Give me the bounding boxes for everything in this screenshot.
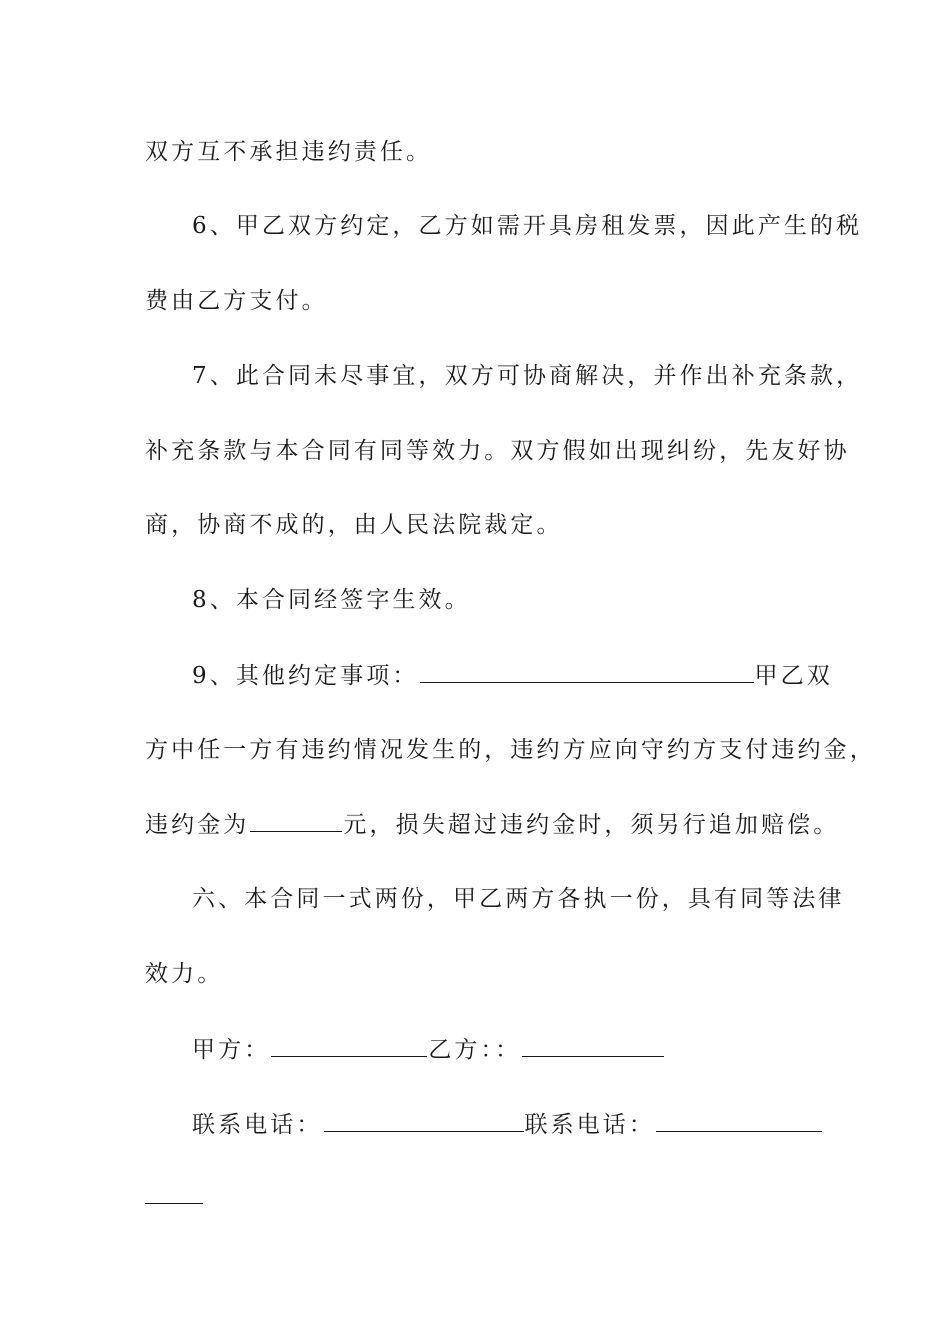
paragraph-text: 元，损失超过违约金时，须另行追加赔偿。 (343, 812, 840, 838)
party-a-label: 甲方： (192, 1037, 271, 1063)
paragraph-line: 6、甲乙双方约定，乙方如需开具房租发票，因此产生的税 (192, 213, 863, 239)
party-b-blank (522, 1034, 664, 1057)
signature-line-parties (192, 1034, 665, 1065)
paragraph-line: 7、此合同未尽事宜，双方可协商解决，并作出补充条款， (192, 363, 863, 389)
paragraph-line-with-blank (192, 660, 833, 691)
party-b-label: 乙方：： (428, 1037, 522, 1063)
paragraph-line: 8、本合同经签字生效。 (192, 587, 471, 613)
penalty-label: 违约金为 (145, 812, 250, 838)
other-terms-blank (420, 660, 754, 683)
paragraph-line: 六、本合同一式两份，甲乙两方各执一份，具有同等法律 (192, 886, 845, 912)
phone-b-blank-continuation (145, 1203, 203, 1204)
phone-a-blank (324, 1109, 524, 1132)
phone-a-label: 联系电话： (192, 1112, 323, 1138)
paragraph-line: 商，协商不成的，由人民法院裁定。 (145, 512, 563, 538)
penalty-amount-blank (250, 809, 342, 832)
party-a-blank (271, 1034, 427, 1057)
paragraph-line: 方中任一方有违约情况发生的，违约方应向守约方支付违约金， (145, 737, 876, 763)
paragraph-line: 补充条款与本合同有同等效力。双方假如出现纠纷，先友好协 (145, 438, 850, 464)
other-terms-label: 9、其他约定事项： (192, 663, 419, 689)
paragraph-text: 甲乙双 (754, 663, 833, 689)
phone-b-label: 联系电话： (524, 1112, 655, 1138)
phone-b-blank (656, 1109, 822, 1132)
paragraph-line-with-blank (145, 809, 839, 840)
paragraph-line: 效力。 (145, 961, 224, 987)
signature-line-phones (192, 1109, 823, 1140)
paragraph-line: 双方互不承担违约责任。 (145, 139, 433, 165)
paragraph-line: 费由乙方支付。 (145, 288, 328, 314)
